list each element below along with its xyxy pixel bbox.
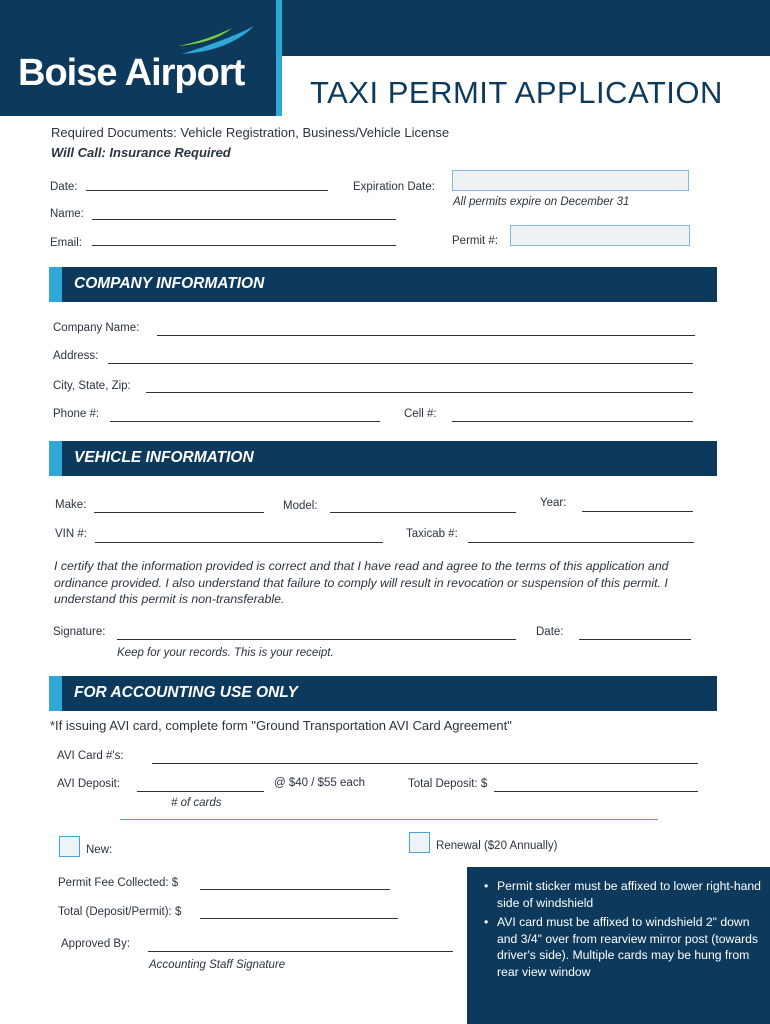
email-field[interactable] xyxy=(92,245,396,246)
company-name-label: Company Name: xyxy=(53,322,140,334)
cell-field[interactable] xyxy=(452,421,693,422)
renewal-label: Renewal ($20 Annually) xyxy=(436,840,558,852)
expiration-date-field[interactable] xyxy=(452,170,689,191)
list-item: • AVI card must be affixed to windshield 2" down and 3/4" over from rearview mirror post (towards driver's side). Multiple cards may be hung from rear view window xyxy=(484,914,764,980)
page-title: TAXI PERMIT APPLICATION xyxy=(310,75,723,110)
accounting-section-accent xyxy=(49,676,62,711)
make-field[interactable] xyxy=(94,512,264,513)
company-section-accent xyxy=(49,267,62,302)
date-label: Date: xyxy=(50,181,78,193)
signature-date-label: Date: xyxy=(536,626,564,638)
model-field[interactable] xyxy=(330,512,516,513)
address-label: Address: xyxy=(53,350,99,362)
year-field[interactable] xyxy=(582,511,693,512)
date-field[interactable] xyxy=(86,190,328,191)
staff-signature-note: Accounting Staff Signature xyxy=(149,959,286,971)
company-name-field[interactable] xyxy=(157,335,695,336)
expiration-date-label: Expiration Date: xyxy=(353,181,435,193)
accounting-section-heading: FOR ACCOUNTING USE ONLY xyxy=(74,684,298,701)
expiration-note: All permits expire on December 31 xyxy=(453,196,630,208)
cell-label: Cell #: xyxy=(404,408,437,420)
logo-wordmark: Boise Airport xyxy=(18,52,245,94)
address-field[interactable] xyxy=(108,363,693,364)
list-item: • Permit sticker must be affixed to lower right-hand side of windshield xyxy=(484,878,764,911)
will-call-note: Will Call: Insurance Required xyxy=(51,145,231,160)
year-label: Year: xyxy=(540,497,567,509)
receipt-note: Keep for your records. This is your receipt. xyxy=(117,647,334,659)
email-label: Email: xyxy=(50,237,82,249)
approved-by-field[interactable] xyxy=(148,951,453,952)
city-state-zip-field[interactable] xyxy=(146,392,693,393)
avi-price-each: @ $40 / $55 each xyxy=(274,777,365,789)
certification-statement: I certify that the information provided is correct and that I have read and agree to the terms of this application and ordinance provided. I also understand that failure to comply will result in revocation or suspension of this permit. I understand this permit is non-transferable. xyxy=(54,559,669,606)
permit-number-field[interactable] xyxy=(510,225,690,246)
company-section-heading: COMPANY INFORMATION xyxy=(74,275,265,292)
vehicle-section-accent xyxy=(49,441,62,476)
make-label: Make: xyxy=(55,499,87,511)
avi-deposit-field[interactable] xyxy=(137,791,264,792)
number-of-cards-note: # of cards xyxy=(171,797,222,809)
signature-label: Signature: xyxy=(53,626,106,638)
total-field[interactable] xyxy=(200,918,398,919)
new-label: New: xyxy=(86,844,113,856)
approved-by-label: Approved By: xyxy=(61,938,131,950)
placement-notes-list xyxy=(484,878,764,983)
taxicab-number-label: Taxicab #: xyxy=(406,528,458,540)
signature-field[interactable] xyxy=(117,639,516,640)
vin-field[interactable] xyxy=(95,542,383,543)
vin-label: VIN #: xyxy=(55,528,87,540)
phone-label: Phone #: xyxy=(53,408,100,420)
avi-form-note: *If issuing AVI card, complete form "Ground Transportation AVI Card Agreement" xyxy=(50,718,512,733)
avi-deposit-label: AVI Deposit: xyxy=(57,778,121,790)
phone-field[interactable] xyxy=(110,421,380,422)
permit-number-label: Permit #: xyxy=(452,235,499,247)
total-label: Total (Deposit/Permit): $ xyxy=(58,906,182,918)
taxicab-number-field[interactable] xyxy=(468,542,694,543)
signature-date-field[interactable] xyxy=(579,639,691,640)
renewal-checkbox[interactable] xyxy=(409,832,430,853)
new-checkbox[interactable] xyxy=(59,836,80,857)
avi-cards-label: AVI Card #'s: xyxy=(57,750,124,762)
name-field[interactable] xyxy=(92,219,396,220)
total-deposit-label: Total Deposit: $ xyxy=(408,778,488,790)
avi-cards-field[interactable] xyxy=(152,763,698,764)
model-label: Model: xyxy=(283,500,318,512)
city-state-zip-label: City, State, Zip: xyxy=(53,380,131,392)
name-label: Name: xyxy=(50,208,84,220)
logo-accent-stripe xyxy=(276,0,282,116)
vehicle-section-heading: VEHICLE INFORMATION xyxy=(74,449,254,466)
permit-fee-field[interactable] xyxy=(200,889,390,890)
accounting-divider xyxy=(120,819,658,820)
required-documents: Required Documents: Vehicle Registration, Business/Vehicle License xyxy=(51,125,450,140)
permit-fee-label: Permit Fee Collected: $ xyxy=(58,877,179,889)
total-deposit-field[interactable] xyxy=(494,791,698,792)
